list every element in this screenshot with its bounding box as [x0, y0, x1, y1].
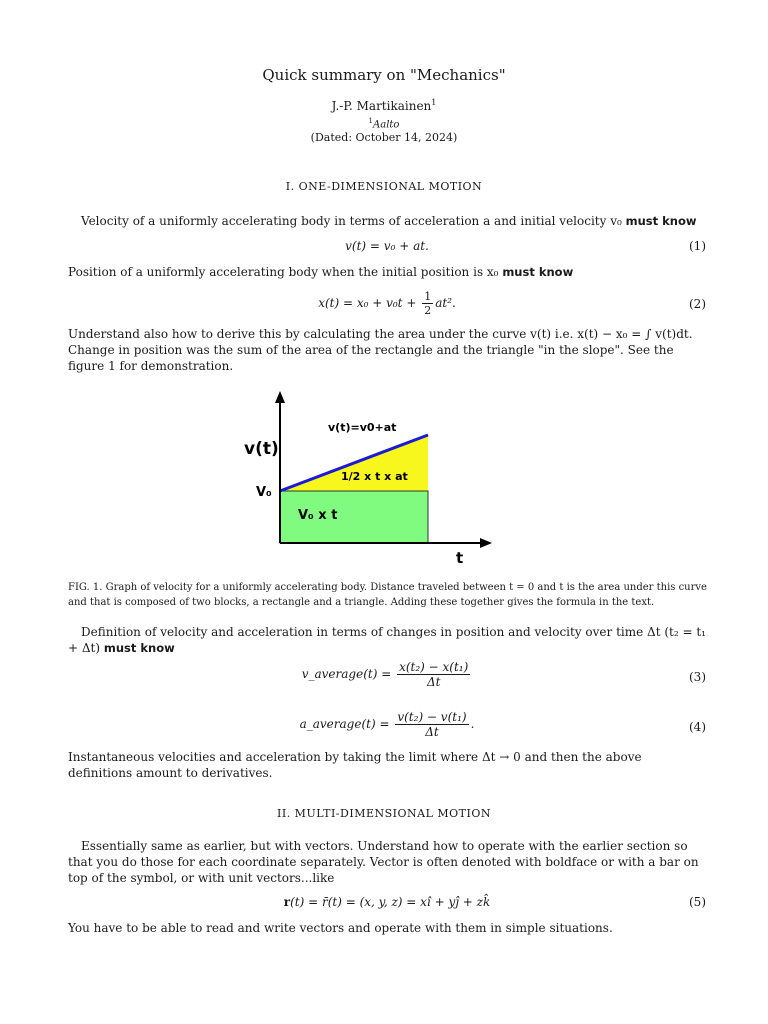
equation-2-left: x(t) = x₀ + v₀t +: [318, 296, 417, 310]
rectangle-label: V₀ x t: [298, 508, 338, 523]
author-line: [0, 98, 768, 113]
equation-2-fraction: [422, 290, 433, 317]
v0-label: V₀: [256, 485, 272, 500]
equation-3-fraction: [397, 660, 470, 689]
x-axis-arrow: [480, 538, 492, 548]
equation-2-body: [68, 290, 706, 317]
equation-4-left: a_average(t) =: [299, 717, 390, 731]
y-axis-arrow: [275, 391, 285, 403]
paragraph-text: Position of a uniformly accelerating body when the initial position is x₀: [68, 265, 499, 279]
fraction-denominator: 2: [424, 304, 432, 317]
equation-5-number: (5): [689, 895, 706, 909]
author-name: J.-P. Martikainen: [331, 99, 432, 113]
equation-4-number: (4): [689, 720, 706, 734]
equation-5: [68, 895, 706, 915]
section-1-paragraph-5: Instantaneous velocities and acceleration by taking the limit where Δt → 0 and then the above definitions amount to derivatives.: [68, 750, 642, 780]
fraction-denominator: Δt: [425, 725, 439, 739]
section-2-heading: II. MULTI-DIMENSIONAL MOTION: [277, 807, 491, 820]
must-know-label: must know: [103, 641, 175, 655]
equation-4: [68, 710, 706, 744]
equation-4-body: [68, 710, 706, 739]
section-1-heading: I. ONE-DIMENSIONAL MOTION: [285, 180, 483, 193]
section-2-paragraph-1: Essentially same as earlier, but with vectors. Understand how to operate with the earlier section so that you do those for each coordinate separately. Vector is often denoted with boldface or with a bar on top of the symbol, or with unit vectors...like: [68, 839, 699, 885]
fraction-denominator: Δt: [426, 675, 441, 689]
section-2-paragraph-2: You have to be able to read and write vectors and operate with them in simple situations.: [68, 921, 613, 935]
equation-5-rest: (t) = r̄(t) = (x, y, z) = xî + yĵ + zk̂: [290, 895, 491, 909]
fraction-numerator: 1: [424, 290, 432, 303]
affiliation-line: [0, 117, 768, 130]
y-axis-label: v(t): [244, 439, 279, 459]
figure-caption: FIG. 1. Graph of velocity for a uniformly accelerating body. Distance traveled between t = 0 and t is the area under this curve and that is composed of two blocks, a rectangle and a triangle. Adding these together gives the formula in the text.: [68, 582, 707, 608]
equation-2: [68, 290, 706, 320]
equation-3-number: (3): [689, 670, 706, 684]
equation-5-body: [68, 895, 706, 909]
equation-4-fraction: [395, 710, 468, 739]
equation-1-number: (1): [689, 239, 706, 253]
equation-2-right: at².: [435, 296, 456, 310]
x-axis-label: t: [456, 549, 464, 567]
must-know-label: must know: [625, 214, 697, 228]
vector-r-bold: r: [283, 895, 291, 909]
section-1-paragraph-2: [68, 264, 706, 280]
paragraph-text: Definition of velocity and acceleration in terms of changes in position and velocity over time Δt (t₂ = t₁ + Δt): [68, 625, 706, 655]
equation-2-number: (2): [689, 297, 706, 311]
dated-line: (Dated: October 14, 2024): [310, 131, 458, 144]
fraction-numerator: v(t₂) − v(t₁): [397, 710, 467, 724]
affiliation-superscript: 1: [368, 117, 374, 125]
equation-3-body: [68, 660, 706, 689]
must-know-label: must know: [502, 265, 574, 279]
section-1-paragraph-4: [68, 624, 706, 656]
line-label: v(t)=v0+at: [328, 421, 397, 434]
equation-1: [68, 239, 706, 259]
equation-3: [68, 660, 706, 694]
fraction-numerator: x(t₂) − x(t₁): [399, 660, 469, 674]
paragraph-text: Velocity of a uniformly accelerating body in terms of acceleration a and initial velocity v₀: [81, 214, 622, 228]
equation-3-left: v_average(t) =: [301, 667, 392, 681]
section-1-paragraph-1: [68, 213, 706, 229]
section-1-paragraph-3: Understand also how to derive this by calculating the area under the curve v(t) i.e. x(t) − x₀ = ∫ v(t)dt. Change in position was the sum of the area of the rectangle and the triangle "in the slope". See the figure 1 for demonstration.: [68, 327, 693, 373]
equation-4-tail: .: [470, 717, 475, 731]
equation-1-body: v(t) = v₀ + at.: [345, 239, 429, 253]
paper-title: Quick summary on "Mechanics": [262, 66, 506, 84]
author-superscript: 1: [431, 98, 437, 107]
velocity-figure: [236, 385, 500, 567]
affiliation: Aalto: [373, 119, 400, 131]
triangle-label: 1/2 x t x at: [341, 470, 408, 483]
